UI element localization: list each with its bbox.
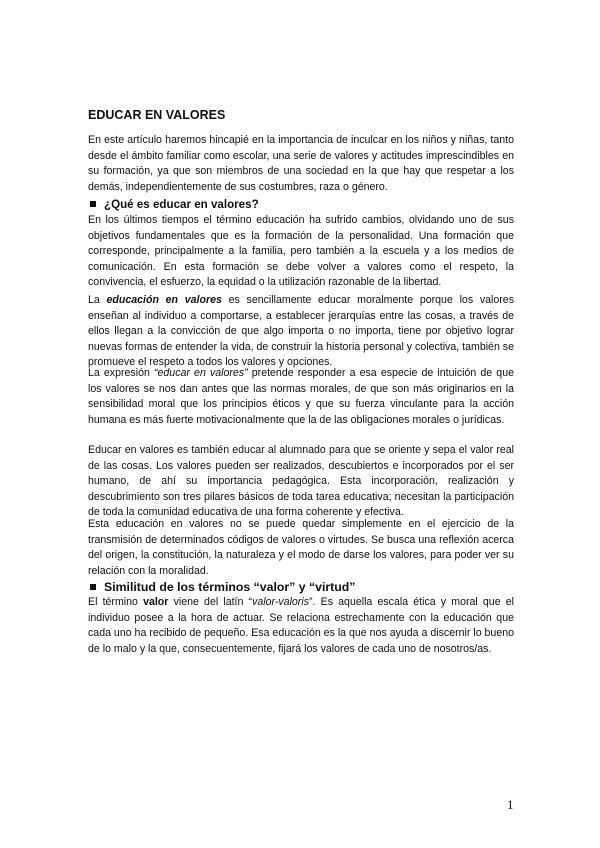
paragraph-text: viene del latín “ [168, 596, 253, 608]
intro-paragraph: En este artículo haremos hincapié en la importancia de inculcar en los niños y niñas, tanto desde el ámbito familiar como escolar, una serie de valores y actitudes imprescindibles en su formación, ya que son miembros de una sociedad en la que hay que respetar a los demás, independientemente de sus costumbres, raza o género. [88, 134, 514, 193]
section1-paragraph-3 [88, 366, 514, 428]
section1-paragraph-4: Educar en valores es también educar al alumnado para que se oriente y sepa el valor real de las cosas. Los valores pueden ser realizados, descubiertos e incorporados por el ser humano, de ahí su importancia pedagógica. Esta incorporación, realización y descubrimiento son tres pilares básicos de toda tarea educativa; necesitan la participación de toda la comunidad educativa de una forma coherente y efectiva. [88, 444, 514, 518]
paragraph-text: La [88, 294, 107, 306]
bullet-icon [90, 201, 96, 207]
section-heading-text: Similitud de los términos “valor” y “virtud” [104, 580, 356, 594]
paragraph-text: La expresión [88, 367, 154, 379]
section1-paragraph-1: En los últimos tiempos el término educación ha sufrido cambios, olvidando uno de sus objetivos fundamentales que es la formación de la personalidad. Una formación que corresponde, principalmente a la familia, pero también a la escuela y a los medios de comunicación. En esta formación se debe volver a valores como el respeto, la convivencia, el esfuerzo, la equidad o la utilización razonable de la libertad. [88, 214, 514, 288]
section-heading-similitud [88, 580, 355, 594]
document-title: EDUCAR EN VALORES [88, 108, 226, 122]
page-number: 1 [507, 797, 514, 812]
paragraph-text: ”. Es aquella escala ética y moral que el individuo posee a la hora de actuar. Se relaciona estrechamente con la educación que cada uno ha recibido de pequeño. Esa educación es la que nos ayuda a discernir lo bueno de lo malo y la que, consecuentemente, fijará los valores de cada uno de nosotros/as. [88, 596, 514, 655]
section-heading-que-es [88, 198, 259, 211]
section-heading-text: ¿Qué es educar en valores? [104, 198, 259, 211]
section1-paragraph-5: Esta educación en valores no se puede quedar simplemente en el ejercicio de la transmisión de determinados códigos de valores o virtudes. Se busca una reflexión acerca del origen, la constitución, la naturaleza y el modo de darse los valores, para poder ver su relación con la moralidad. [88, 518, 514, 577]
section2-paragraph-1 [88, 595, 514, 657]
bullet-icon [90, 584, 96, 590]
paragraph-text: pretende responder a esa especie de intuición de que los valores se nos dan antes que las normas morales, de que son más originarios en la sensibilidad moral que los principios éticos y que su fuerza vinculante para la acción humana es más fuerte motivacionalmente que la de las obligaciones morales o jurídicas. [88, 367, 514, 426]
emphasized-term: educación en valores [106, 294, 222, 306]
quoted-expression: “educar en valores” [154, 367, 248, 379]
paragraph-text: El término [88, 596, 144, 608]
latin-term: valor-valoris [252, 596, 309, 608]
paragraph-text: es sencillamente educar moralmente porque los valores enseñan al individuo a comportarse, a establecer jerarquías entre las cosas, a través de ellos llegan a la convicción de que algo importa o no importa, tiene por objetivo lograr nuevas formas de entender la vida, de construir la historia personal y colectiva, también se promueve el respeto a todos los valores y opciones. [88, 294, 514, 368]
bold-term: valor [143, 596, 169, 608]
section1-paragraph-2 [88, 293, 514, 371]
